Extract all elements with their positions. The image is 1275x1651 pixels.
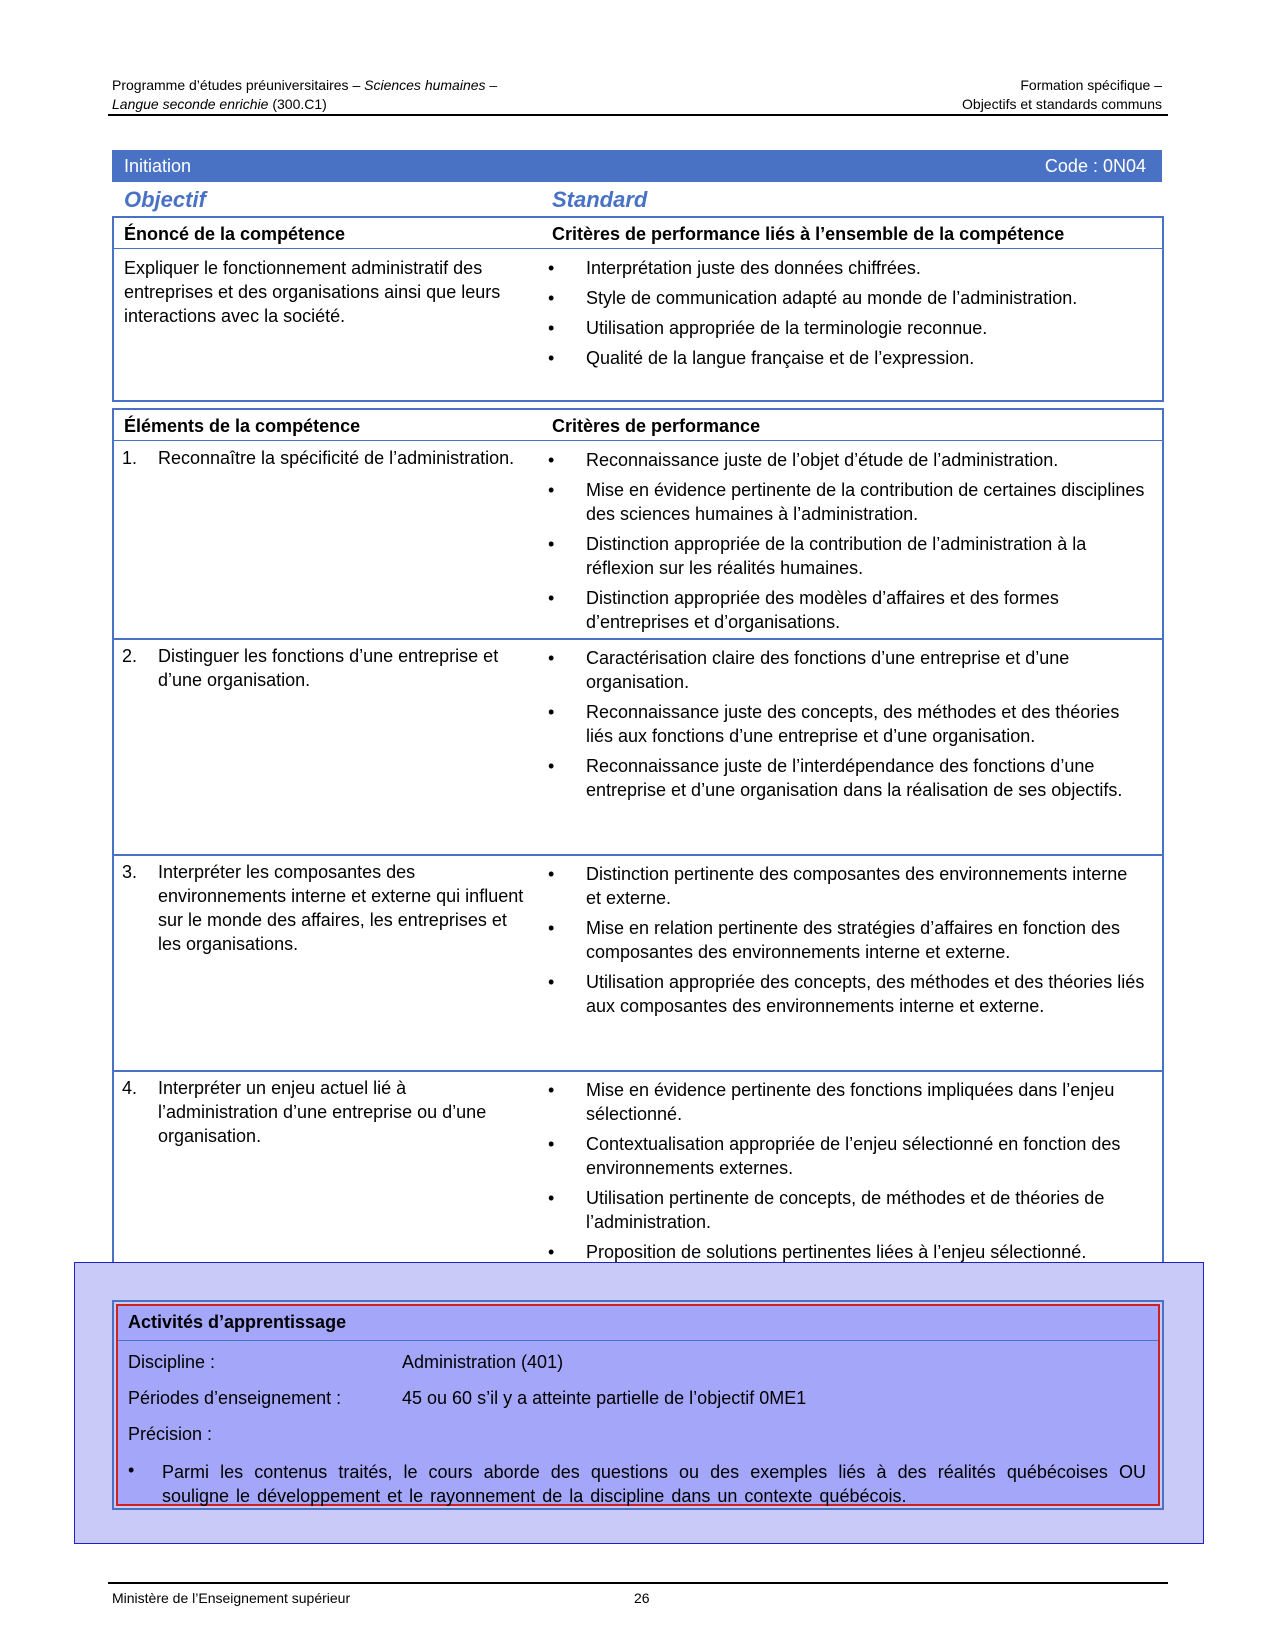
- element-criteria: [546, 862, 1146, 1024]
- element-text: Interpréter les composantes des environnements interne et externe qui influent sur le monde des affaires, les entreprises et les organisations.: [158, 862, 524, 954]
- header-subprogram-code: (300.C1): [268, 96, 327, 112]
- list-item: • Distinction pertinente des composantes des environnements interne et externe.: [546, 862, 1146, 910]
- periods-value: 45 ou 60 s’il y a atteinte partielle de l’objectif 0ME1: [402, 1388, 807, 1408]
- row-divider: [114, 1070, 1162, 1072]
- element-number: 1.: [122, 448, 138, 468]
- header-program: [112, 76, 497, 94]
- list-item: • Utilisation appropriée de la terminologie reconnue.: [546, 316, 1146, 340]
- precision-text: Parmi les contenus traités, le cours aborde des questions ou des exemples liés à des réalités québécoises OU souligne le développement et le rayonnement de la discipline dans un contexte québécois.: [162, 1462, 1146, 1506]
- row-divider: [114, 638, 1162, 640]
- element-text: Distinguer les fonctions d’une entreprise et d’une organisation.: [158, 646, 499, 690]
- list-item: • Distinction appropriée de la contribution de l’administration à la réflexion sur les réalités humaines.: [546, 532, 1146, 580]
- footer-ministry: Ministère de l’Enseignement supérieur: [112, 1590, 351, 1606]
- list-item: • Mise en évidence pertinente des fonctions impliquées dans l’enjeu sélectionné.: [546, 1078, 1146, 1126]
- footer-divider: [108, 1582, 1168, 1584]
- list-item: • Utilisation appropriée des concepts, des méthodes et des théories liés aux composantes des environnements interne et externe.: [546, 970, 1146, 1018]
- competence-statement: Expliquer le fonctionnement administratif des entreprises et des organisations ainsi que leurs interactions avec la société.: [124, 258, 501, 326]
- precision-label: Précision :: [128, 1424, 213, 1444]
- list-item: • Utilisation pertinente de concepts, de méthodes et de théories de l’administration.: [546, 1186, 1146, 1234]
- elements-heading-right: Critères de performance: [552, 416, 761, 436]
- list-item: • Caractérisation claire des fonctions d’une entreprise et d’une organisation.: [546, 646, 1146, 694]
- header-line-2: [112, 95, 1162, 113]
- page-number: 26: [634, 1590, 650, 1606]
- competence-criteria: [546, 256, 1146, 376]
- activities-title: Activités d’apprentissage: [128, 1312, 347, 1332]
- list-item: • Mise en relation pertinente des stratégies d’affaires en fonction des composantes des environnements interne et externe.: [546, 916, 1146, 964]
- course-code: Code : 0N04: [1044, 156, 1146, 176]
- element-criteria: [546, 448, 1146, 640]
- objective-heading: Objectif: [124, 187, 206, 212]
- element-text: Interpréter un enjeu actuel lié à l’administration d’une entreprise ou d’une organisation.: [158, 1078, 487, 1146]
- list-item: • Reconnaissance juste des concepts, des méthodes et des théories liés aux fonctions d’une entreprise et d’une organisation.: [546, 700, 1146, 748]
- list-item: • Reconnaissance juste de l’objet d’étude de l’administration.: [546, 448, 1146, 472]
- header-objectives: Objectifs et standards communs: [962, 96, 1162, 112]
- list-item: • Qualité de la langue française et de l’expression.: [546, 346, 1146, 370]
- elements-box: [112, 408, 1164, 1294]
- elements-heading-left: Éléments de la compétence: [124, 416, 361, 436]
- competence-header: [114, 218, 1162, 249]
- list-item: • Contextualisation appropriée de l’enjeu sélectionné en fonction des environnements externes.: [546, 1132, 1146, 1180]
- competence-heading-left: Énoncé de la compétence: [124, 224, 346, 244]
- element-number: 4.: [122, 1078, 138, 1098]
- list-item: • Proposition de solutions pertinentes liées à l’enjeu sélectionné.: [546, 1240, 1146, 1264]
- header-line-1: [112, 76, 1162, 94]
- list-item: • Style de communication adapté au monde de l’administration.: [546, 286, 1146, 310]
- course-title: Initiation: [124, 156, 192, 176]
- element-number: 3.: [122, 862, 138, 882]
- header-program-italic: Sciences humaines –: [364, 77, 498, 93]
- row-divider: [114, 854, 1162, 856]
- element-text: Reconnaître la spécificité de l’administration.: [158, 448, 515, 468]
- header-formation: Formation spécifique –: [1020, 77, 1162, 93]
- element-criteria: [546, 1078, 1146, 1270]
- header-divider: [108, 114, 1168, 116]
- header-subprogram-italic: Langue seconde enrichie: [112, 96, 269, 112]
- discipline-label: Discipline :: [128, 1352, 216, 1372]
- list-item: • Reconnaissance juste de l’interdépendance des fonctions d’une entreprise et d’une organisation dans la réalisation de ses objectifs.: [546, 754, 1146, 802]
- periods-label: Périodes d’enseignement :: [128, 1388, 342, 1408]
- list-item: • Distinction appropriée des modèles d’affaires et des formes d’entreprises et d’organisations.: [546, 586, 1146, 634]
- element-criteria: [546, 646, 1146, 808]
- list-item: • Mise en évidence pertinente de la contribution de certaines disciplines des sciences humaines à l’administration.: [546, 478, 1146, 526]
- course-title-bar: [112, 150, 1162, 182]
- discipline-value: Administration (401): [402, 1352, 564, 1372]
- list-item: • Interprétation juste des données chiffrées.: [546, 256, 1146, 280]
- competence-heading-right: Critères de performance liés à l’ensemble de la compétence: [552, 224, 1065, 244]
- standard-heading: Standard: [552, 187, 648, 212]
- competence-box: [112, 216, 1164, 402]
- activities-panel: [116, 1304, 1160, 1506]
- element-number: 2.: [122, 646, 138, 666]
- elements-header: [114, 410, 1162, 441]
- header-program-name: Programme d’études préuniversitaires –: [112, 77, 365, 93]
- activities-divider: [118, 1340, 1158, 1341]
- header-subprogram: [112, 95, 327, 113]
- precision-bullet: •: [128, 1460, 135, 1480]
